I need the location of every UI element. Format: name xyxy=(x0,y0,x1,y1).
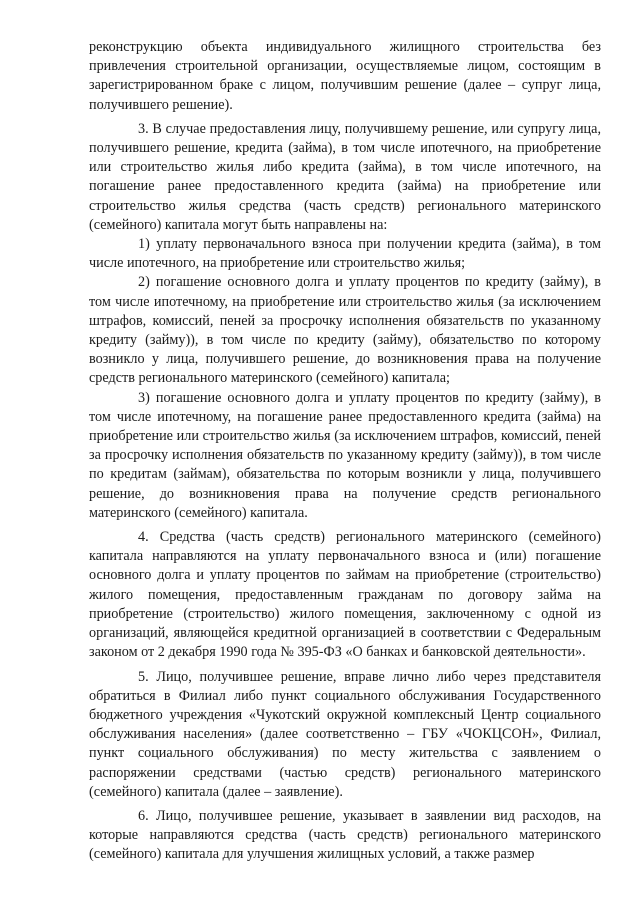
document-page xyxy=(89,38,601,865)
paragraph-subitem-1: 1) уплату первоначального взноса при получении кредита (займа), в том числе ипотечного, на приобретение или строительство жилья; xyxy=(89,236,601,272)
paragraph-item-4: 4. Средства (часть средств) регионального материнского (семейного) капитала направляются на уплату первоначального взноса и (или) погашение основного долга и уплату процентов по займам на приобретение (строительство) жилого помещения, предоставленным гражданам по договору займа на приобретение (строительство) жилого помещения, заключенному с одной из организаций, являющейся кредитной организацией в соответствии с Федеральным законом от 2 декабря 1990 года № 395-ФЗ «О банках и банковской деятельности». xyxy=(89,529,601,661)
paragraph-subitem-2: 2) погашение основного долга и уплату процентов по кредиту (займу), в том числе ипотечному, на приобретение или строительство жилья (за исключением штрафов, комиссий, пеней за просрочку исполнения обязательств по указанному кредиту (займу)), в том числе по кредиту (займу), обязательство по которому возникло у лица, получившего решение, до возникновения права на получение средств регионального материнского (семейного) капитала; xyxy=(89,274,601,387)
paragraph-subitem-3: 3) погашение основного долга и уплату процентов по кредиту (займу), в том числе ипотечному, на погашение ранее предоставленного кредита (займа) на приобретение или строительство жилья (за исключением штрафов, комиссий, пеней за просрочку исполнения обязательств по указанному кредиту (займу)), в том числе по кредитам (займам), обязательства по которым возникли у лица, получившего решение, до возникновения права на получение средств регионального материнского (семейного) капитала. xyxy=(89,389,601,521)
paragraph-item-5: 5. Лицо, получившее решение, вправе лично либо через представителя обратиться в Филиал либо пункт социального обслуживания Государственного бюджетного учреждения «Чукотский окружной комплексный Центр социального обслуживания населения» (далее соответственно – ГБУ «ЧОКЦСОН», Филиал, пункт социального обслуживания) по месту жительства с заявлением о распоряжении средствами (частью средств) регионального материнского (семейного) капитала (далее – заявление). xyxy=(89,668,601,800)
paragraph-item-6: 6. Лицо, получившее решение, указывает в заявлении вид расходов, на которые направляются средства (часть средств) регионального материнского (семейного) капитала для улучшения жилищных условий, а также размер xyxy=(89,807,601,863)
paragraph-continuation: реконструкцию объекта индивидуального жилищного строительства без привлечения строительной организации, осуществляемые лицом, состоящим в зарегистрированном браке с лицом, получившим решение (далее – супруг лица, получившего решение). xyxy=(89,39,601,113)
paragraph-item-3: 3. В случае предоставления лицу, получившему решение, или супругу лица, получившего решение, кредита (займа), в том числе ипотечного, на приобретение или строительство жилья либо кредита (займа), в том числе ипотечного, на погашение ранее предоставленного кредита (займа) на приобретение или строительство жилья средства (часть средств) регионального материнского (семейного) капитала могут быть направлены на: xyxy=(89,120,601,233)
